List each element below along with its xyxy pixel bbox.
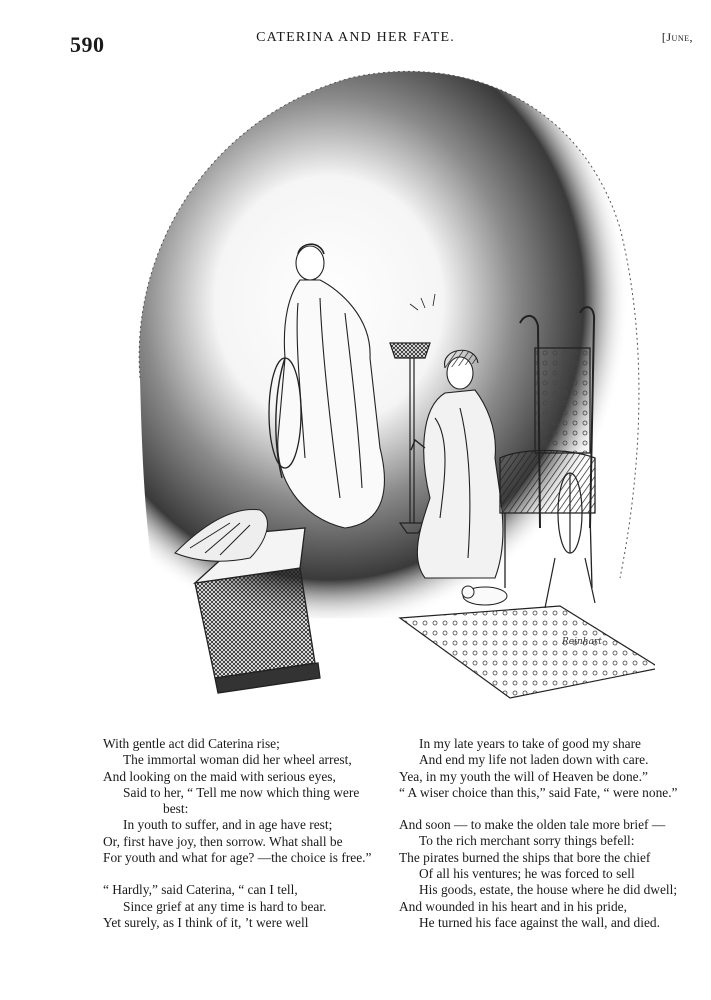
stanza-break (399, 801, 699, 817)
poem-line: Yet surely, as I think of it, ’t were well (103, 914, 309, 930)
running-head (0, 24, 711, 57)
poem-line: In my late years to take of good my share (419, 736, 641, 751)
running-title: CATERINA AND HER FATE. (256, 30, 455, 45)
poem-line: And wounded in his heart and in his pride, (399, 898, 627, 914)
poem-line: “ Hardly,” said Caterina, “ can I tell, (103, 882, 298, 898)
poem-line: Since grief at any time is hard to bear. (123, 898, 327, 914)
poem-line: best: (163, 801, 189, 817)
poem-line: In youth to suffer, and in age have rest; (123, 817, 333, 833)
poem-right-column (399, 736, 699, 931)
poem-line: The pirates burned the ships that bore the chief (399, 849, 651, 865)
poem-line: The immortal woman did her wheel arrest, (123, 752, 352, 768)
poem-line: For youth and what for age? —the choice is free.” (103, 850, 372, 866)
poem-line: “ A wiser choice than this,” said Fate, “ were none.” (399, 784, 678, 800)
poem-line: Yea, in my youth the will of Heaven be done.” (399, 768, 648, 784)
stanza-break (103, 866, 383, 882)
floor-rug (400, 606, 655, 698)
poem-left-column (103, 736, 383, 931)
page-number: 590 (70, 32, 105, 57)
poem-line: To the rich merchant sorry things befell: (419, 833, 635, 849)
poem-line: Said to her, “ Tell me now which thing were (123, 784, 360, 800)
engraving-illustration (100, 58, 655, 723)
issue-label: [June, (661, 30, 693, 44)
poem-line: And looking on the maid with serious eyes, (103, 768, 336, 784)
poem-line: With gentle act did Caterina rise; (103, 736, 280, 751)
poem-line: And end my life not laden down with care. (419, 752, 649, 768)
artist-signature: Reinhart (562, 637, 602, 647)
poem-line: His goods, estate, the house where he did dwell; (419, 882, 678, 898)
poem-line: He turned his face against the wall, and died. (419, 914, 660, 930)
poem-line: Of all his ventures; he was forced to sell (419, 866, 635, 882)
poem-line: Or, first have joy, then sorrow. What shall be (103, 833, 343, 849)
poem-line: And soon — to make the olden tale more brief — (399, 817, 666, 833)
